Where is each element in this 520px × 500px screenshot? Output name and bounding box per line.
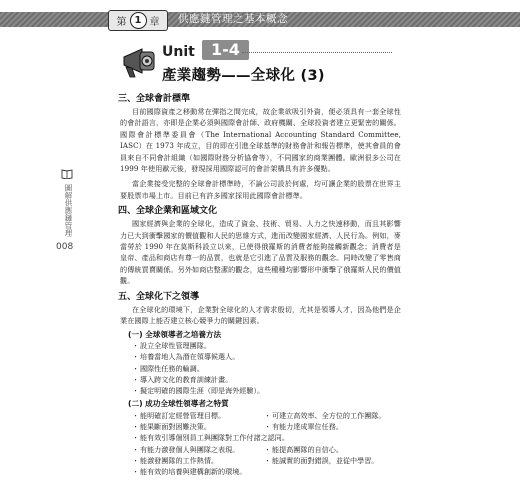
list-item: ・ 能明確訂定經營管理目標。 xyxy=(140,410,258,421)
chapter-prefix: 第 xyxy=(116,17,127,28)
bullet-list xyxy=(258,410,386,433)
side-book-title: 圖解供應鏈管理 xyxy=(64,184,73,237)
list-item: ・ 有能力激發個人與團隊之表現。 xyxy=(140,444,258,455)
two-column-list xyxy=(118,444,401,467)
megaphone-projector-icon xyxy=(120,43,158,81)
unit-label: Unit xyxy=(162,44,195,60)
paragraph: 在全球化的環境下，企業對全球化的人才需求殷切，尤其是領導人才，因為他們是企業在國際上能否建立核心競爭力的關鍵因素。 xyxy=(120,304,401,326)
subsection-heading: (二) 成功全球性領導者之特質 xyxy=(128,399,229,409)
bullet-list xyxy=(118,432,401,443)
bullet-list xyxy=(118,466,401,477)
bullet-list xyxy=(118,444,258,467)
list-item: ・ 能果斷面對困難決策。 xyxy=(140,421,258,432)
list-item: ・ 能激發團隊的工作熱情。 xyxy=(140,455,258,466)
section-heading: 四、全球企業和區域文化 xyxy=(118,206,218,217)
unit-number-badge: 1-4 xyxy=(202,40,249,60)
paragraph: 目前國際資產之移動常在彈指之間完成，故企業欲吸引外資，便必須具有一套全球性的會計語言，亦即是企業必須與國際會計師、政府機關、全球投資者建立更緊密的關係。國際會計標準委員會（The International Accounting Standard Committee, IASC）在 1973 年成立，目的即在引進全球基準的財務會計和報告標準，使其會員的會員來自不同會計組織（如國際財務分析協會等），不同國家的商業團體。歐洲很多公司在 1999 年使用歐元後，發現採用國際認可的會計架構具有許多優點。 xyxy=(120,107,401,174)
list-item: ・ 能誠實的面對錯誤，並從中學習。 xyxy=(272,455,378,466)
list-item: ・ 培養當地人為潛在領導候選人。 xyxy=(140,351,401,362)
list-item: ・ 國際性任務的輪調。 xyxy=(140,363,401,374)
section-heading: 三、全球會計標準 xyxy=(118,94,191,104)
page-title: 產業趨勢——全球化 (3) xyxy=(162,68,325,84)
list-item: ・ 有能力達成單位任務。 xyxy=(272,421,386,432)
page-content xyxy=(118,93,401,478)
section-heading: 五、全球化下之領導 xyxy=(118,291,200,302)
list-item: ・ 擬定明確的國際生涯（即是海外經驗）。 xyxy=(140,385,401,396)
page-number: 008 xyxy=(56,242,74,252)
list-item: ・ 設立全球性管理團隊。 xyxy=(140,340,401,351)
unit-divider xyxy=(242,52,392,53)
chapter-title: 供應鏈管理之基本概念 xyxy=(178,13,288,25)
list-item: ・ 導入跨文化的教育訓練計畫。 xyxy=(140,374,401,385)
two-column-list xyxy=(118,410,401,433)
chapter-tab xyxy=(108,10,168,31)
chapter-suffix: 章 xyxy=(149,17,160,28)
paragraph: 當企業接受完整的全球會計標準時，不論公司設於何處，均可讓企業的股票在世界主要股票市場上市。目前已有許多國家採用此國際會計標準。 xyxy=(120,179,401,200)
paragraph: 國家經濟與企業的全球化，造成了資金、技術、貿易、人力之快速移動，而且其影響力已大到衝擊國家的價值觀和人民的思維方式，進而改變國家經濟、人民行為。例如，麥當勞於 1990 年在莫斯科設立以來，已使得俄羅斯的消費者能夠接觸新觀念；消費者是皇帝、產品和商店有尊一的品質，也就是它引進了品質及服務的觀念。同時改變了零售商的傳統買賣關係。另外如商店整潔的觀念，這些種種均影響形中衝擊了俄羅斯人民的價值觀。 xyxy=(120,219,401,286)
list-item: ・ 能提高團隊的自信心。 xyxy=(272,444,378,455)
chapter-number: 1 xyxy=(130,12,147,29)
subsection-heading: (一) 全球領導者之培養方法 xyxy=(128,329,222,339)
list-item: ・ 可建立高效率、全方位的工作團隊。 xyxy=(272,410,386,421)
bullet-list xyxy=(118,340,401,396)
bullet-list xyxy=(118,410,258,433)
list-item: ・ 能有效的培養與建構創新的環境。 xyxy=(140,466,401,477)
book-icon xyxy=(61,168,73,179)
list-item: ・ 能有效引導個別員工與團隊對工作付諸之認同。 xyxy=(140,432,401,443)
bullet-list xyxy=(258,444,378,467)
